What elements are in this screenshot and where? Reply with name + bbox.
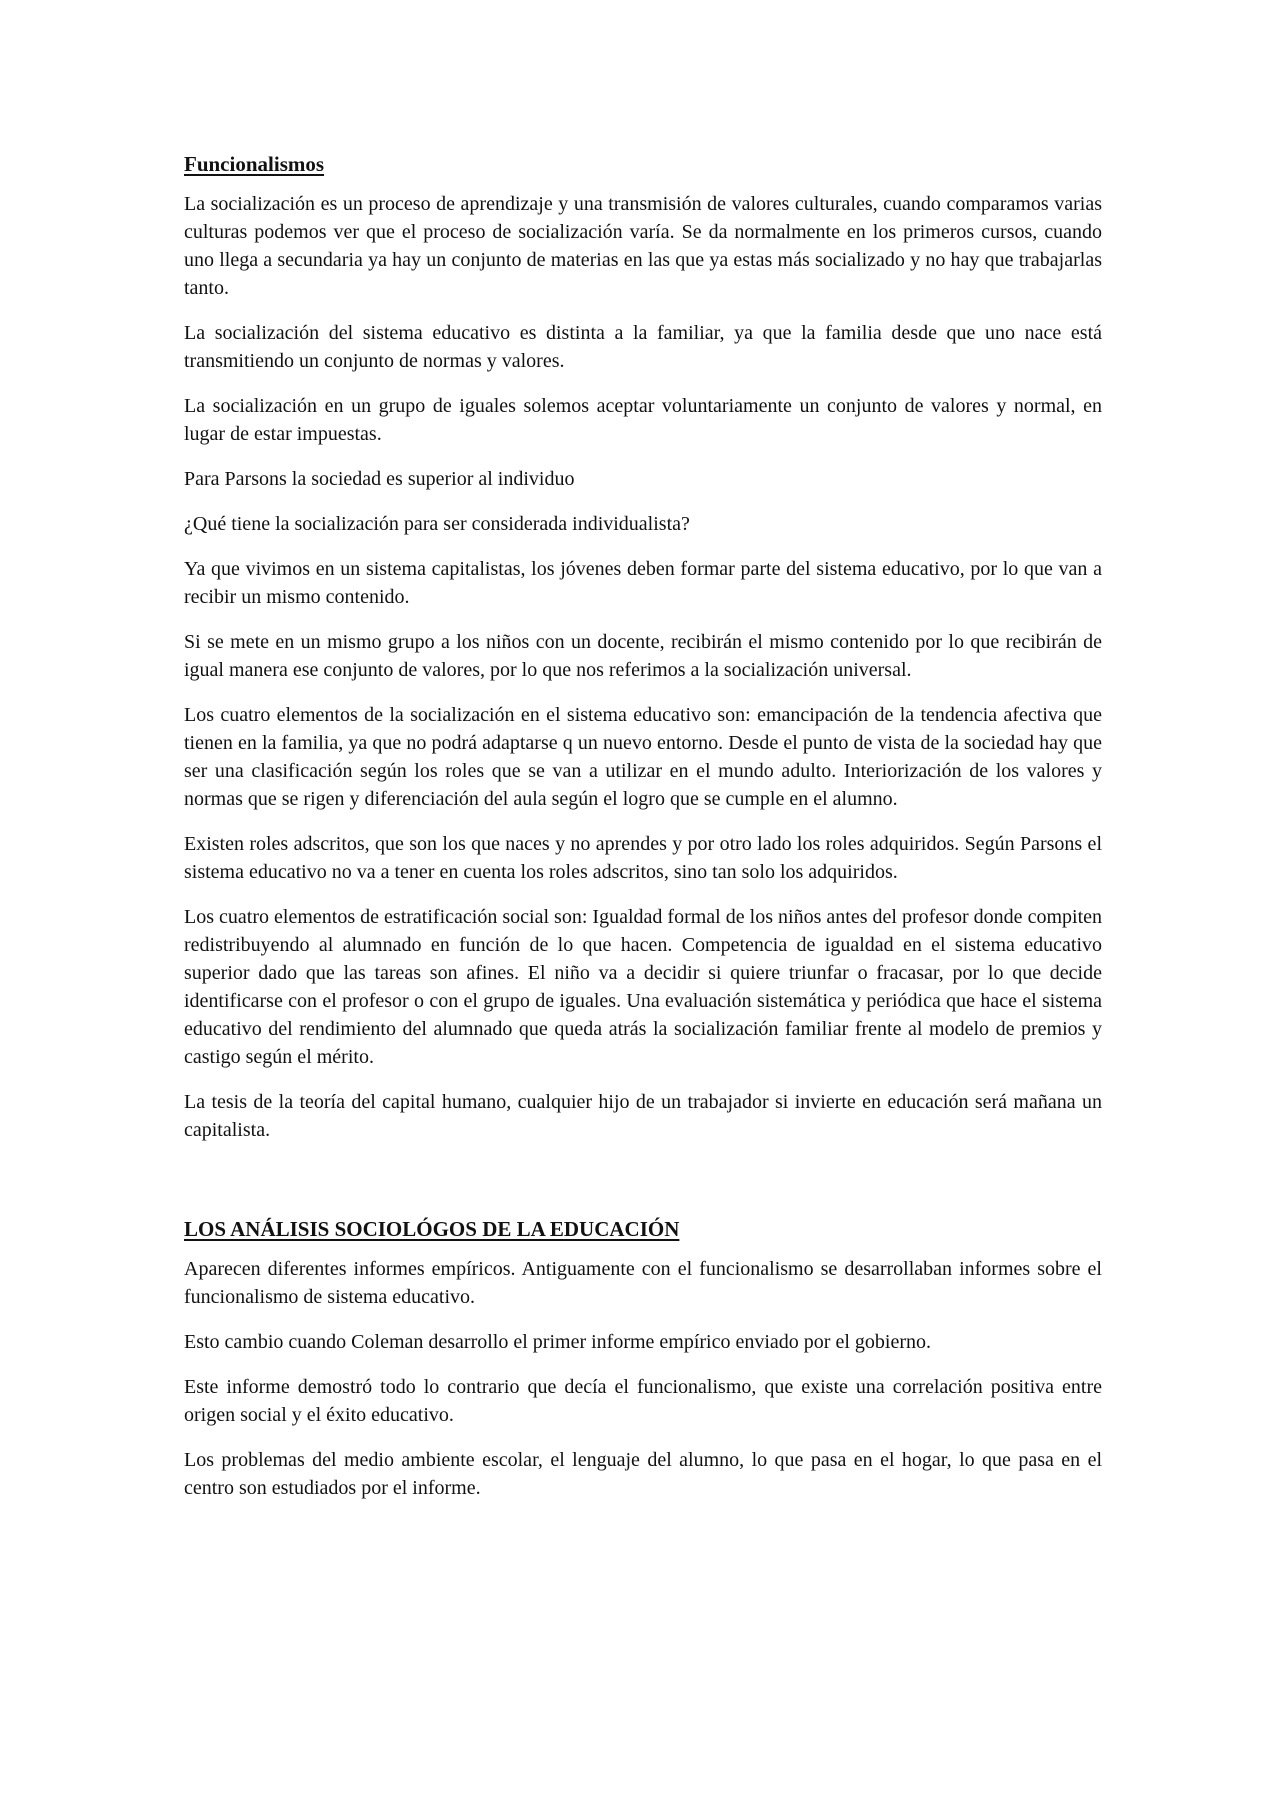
section-spacer [184,1161,1102,1215]
paragraph: Esto cambio cuando Coleman desarrollo el primer informe empírico enviado por el gobierno. [184,1331,931,1353]
paragraph: Los cuatro elementos de la socialización en el sistema educativo son: emancipación de la tendencia afectiva que tienen en la familia, ya que no podrá adaptarse q un nuevo entorno. Desde el punto de vista de la sociedad hay que ser una clasificación según los roles que se van a utilizar en el mundo adulto. Interiorización de los valores y normas que se rigen y diferenciación del aula según el logro que se cumple en el alumno. [184,704,1102,810]
section-heading-analisis: LOS ANÁLISIS SOCIOLÓGOS DE LA EDUCACIÓN [184,1217,680,1241]
paragraph: La tesis de la teoría del capital humano, cualquier hijo de un trabajador si invierte en educación será mañana un capitalista. [184,1091,1102,1141]
paragraph: Para Parsons la sociedad es superior al individuo [184,468,575,490]
paragraph: La socialización del sistema educativo es distinta a la familiar, ya que la familia desde que uno nace está transmitiendo un conjunto de normas y valores. [184,322,1102,372]
paragraph: La socialización en un grupo de iguales solemos aceptar voluntariamente un conjunto de valores y normal, en lugar de estar impuestas. [184,395,1102,445]
paragraph: Los problemas del medio ambiente escolar, el lenguaje del alumno, lo que pasa en el hogar, lo que pasa en el centro son estudiados por el informe. [184,1449,1102,1499]
paragraph: Ya que vivimos en un sistema capitalistas, los jóvenes deben formar parte del sistema educativo, por lo que van a recibir un mismo contenido. [184,558,1102,608]
paragraph: ¿Qué tiene la socialización para ser considerada individualista? [184,513,690,535]
paragraph: Los cuatro elementos de estratificación social son: Igualdad formal de los niños antes del profesor donde compiten redistribuyendo al alumnado en función de lo que hacen. Competencia de igualdad en el sistema educativo superior dado que las tareas son afines. El niño va a decidir si quiere triunfar o fracasar, por lo que decide identificarse con el profesor o con el grupo de iguales. Una evaluación sistemática y periódica que hace el sistema educativo del rendimiento del alumnado que queda atrás la socialización familiar frente al modelo de premios y castigo según el mérito. [184,906,1102,1068]
paragraph: La socialización es un proceso de aprendizaje y una transmisión de valores culturales, cuando comparamos varias culturas podemos ver que el proceso de socialización varía. Se da normalmente en los primeros cursos, cuando uno llega a secundaria ya hay un conjunto de materias en las que ya estas más socializado y no hay que trabajarlas tanto. [184,193,1102,299]
paragraph: Si se mete en un mismo grupo a los niños con un docente, recibirán el mismo contenido por lo que recibirán de igual manera ese conjunto de valores, por lo que nos referimos a la socialización universal. [184,631,1102,681]
section-heading-funcionalismos: Funcionalismos [184,152,325,176]
document-page [184,150,1102,1519]
paragraph: Este informe demostró todo lo contrario que decía el funcionalismo, que existe una correlación positiva entre origen social y el éxito educativo. [184,1376,1102,1426]
paragraph: Existen roles adscritos, que son los que naces y no aprendes y por otro lado los roles adquiridos. Según Parsons el sistema educativo no va a tener en cuenta los roles adscritos, sino tan solo los adquiridos. [184,833,1102,883]
paragraph: Aparecen diferentes informes empíricos. Antiguamente con el funcionalismo se desarrollaban informes sobre el funcionalismo de sistema educativo. [184,1258,1102,1308]
